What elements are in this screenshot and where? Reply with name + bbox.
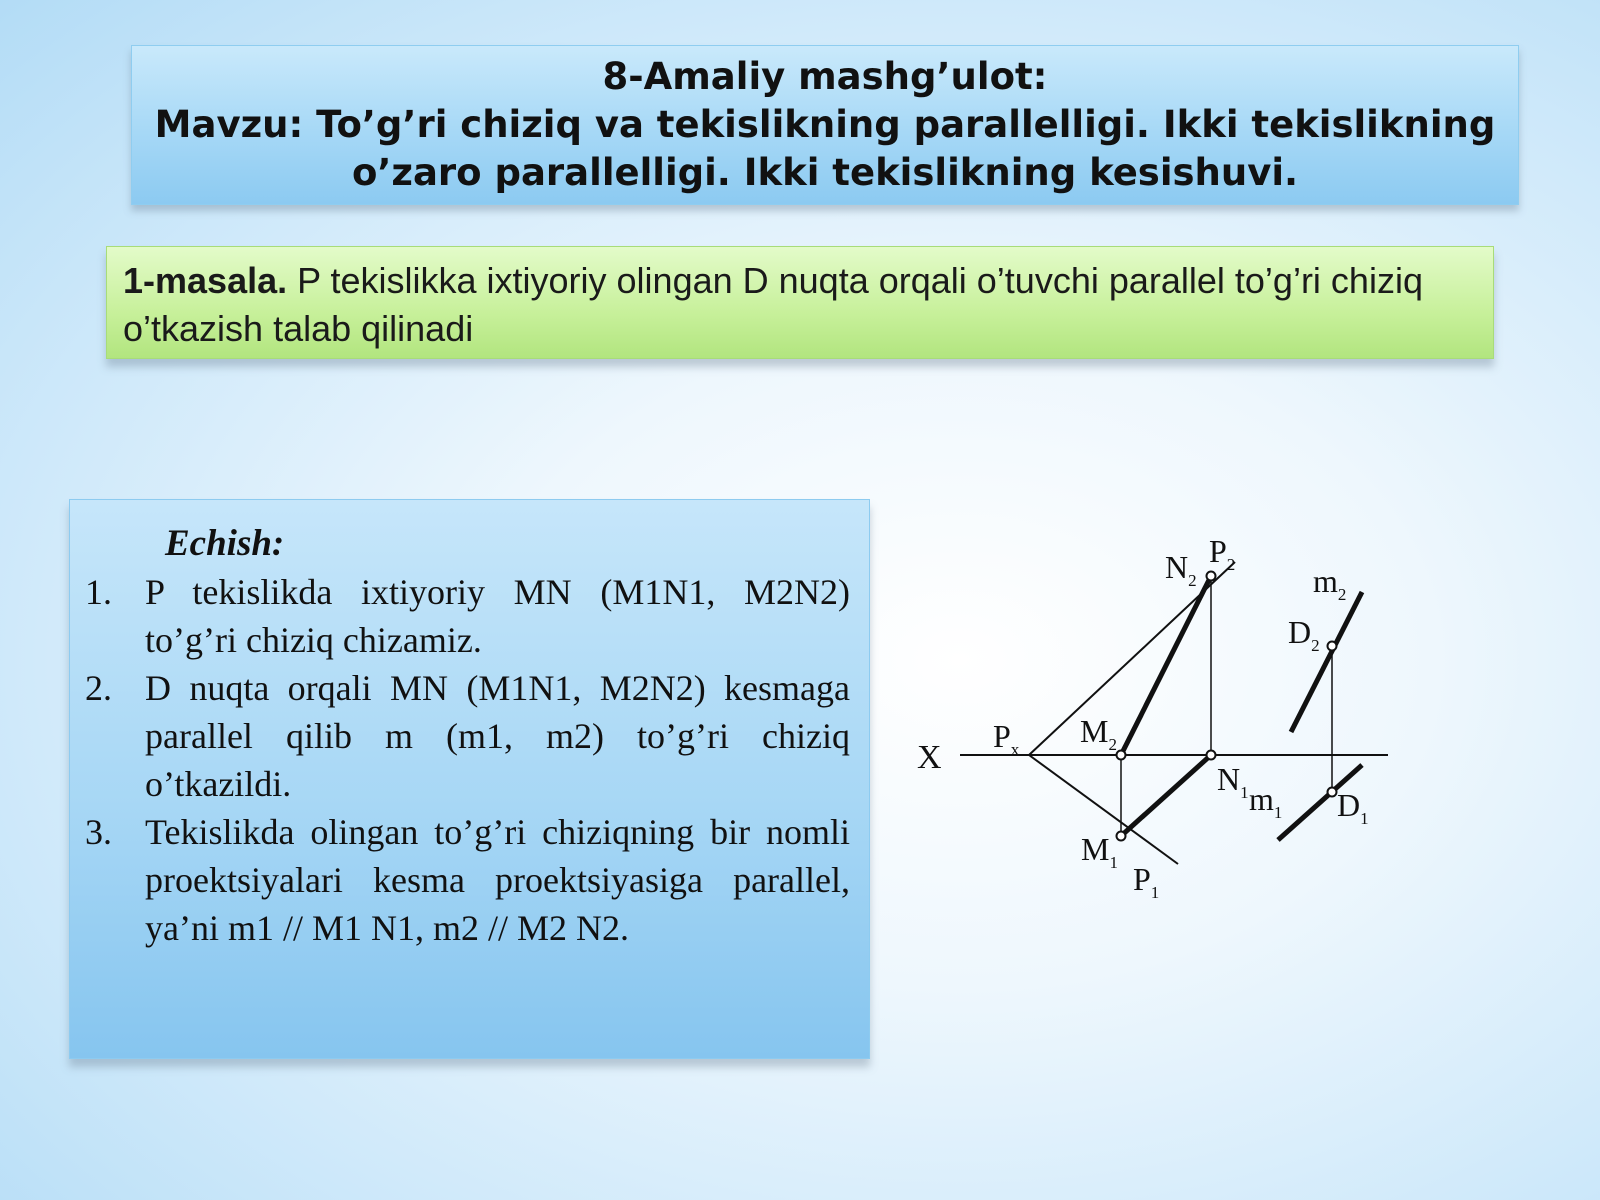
label-x-axis: X (917, 739, 942, 776)
step-number: 2. (85, 668, 112, 708)
label-d2: $D_2$ (1288, 614, 1320, 655)
label-px: $P_x$ (993, 718, 1020, 759)
step-number: 3. (85, 812, 112, 852)
segment-m1n1 (1121, 755, 1211, 836)
point-m2 (1117, 751, 1126, 760)
solution-step-3 (85, 808, 850, 952)
label-line-m1: $m_1$ (1249, 781, 1283, 822)
label-n1: $N_1$ (1217, 761, 1249, 802)
label-p1: $P_1$ (1133, 861, 1160, 902)
point-d1 (1328, 788, 1337, 797)
point-d2 (1328, 642, 1337, 651)
task-text: P tekislikka ixtiyoriy olingan D nuqta orqali o’tuvchi parallel to’g’ri chiziq o’tkazish talab qilinadi (123, 260, 1423, 349)
title-banner (131, 45, 1519, 205)
point-m1 (1117, 832, 1126, 841)
label-m2: $M_2$ (1080, 713, 1117, 754)
point-n2 (1207, 572, 1216, 581)
solution-heading: Echish: (165, 523, 285, 564)
solution-box (69, 499, 870, 1059)
solution-step-2 (85, 664, 850, 808)
label-n2: $N_2$ (1165, 549, 1197, 590)
step-text: P tekislikda ixtiyoriy MN (M1N1, M2N2) to’g’ri chiziq chizamiz. (145, 572, 850, 660)
label-line-m2: $m_2$ (1313, 563, 1347, 604)
label-m1: $M_1$ (1081, 831, 1118, 872)
page-title-line-3: o’zaro parallelligi. Ikki tekislikning kesishuvi. (351, 151, 1299, 194)
step-number: 1. (85, 572, 112, 612)
page-title-line-2: Mavzu: To’g’ri chiziq va tekislikning parallelligi. Ikki tekislikning (154, 103, 1496, 146)
step-text: D nuqta orqali MN (M1N1, M2N2) kesmaga parallel qilib m (m1, m2) to’g’ri chiziq o’tkazildi. (145, 668, 850, 804)
projection-diagram (905, 520, 1425, 920)
label-p2: $P_2$ (1209, 533, 1236, 574)
line-m2 (1291, 592, 1362, 732)
task-label: 1-masala. (123, 260, 288, 301)
segment-m2n2 (1121, 576, 1211, 755)
task-box (106, 246, 1494, 359)
label-d1: $D_1$ (1337, 787, 1369, 828)
point-n1 (1207, 751, 1216, 760)
step-text: Tekislikda olingan to’g’ri chiziqning bir nomli proektsiyalari kesma proektsiyasiga parallel, ya’ni m1 // M1 N1, m2 // M2 N2. (145, 812, 850, 948)
solution-steps (85, 568, 850, 952)
solution-step-1 (85, 568, 850, 664)
page-title-line-1: 8-Amaliy mashg’ulot: (602, 55, 1048, 98)
